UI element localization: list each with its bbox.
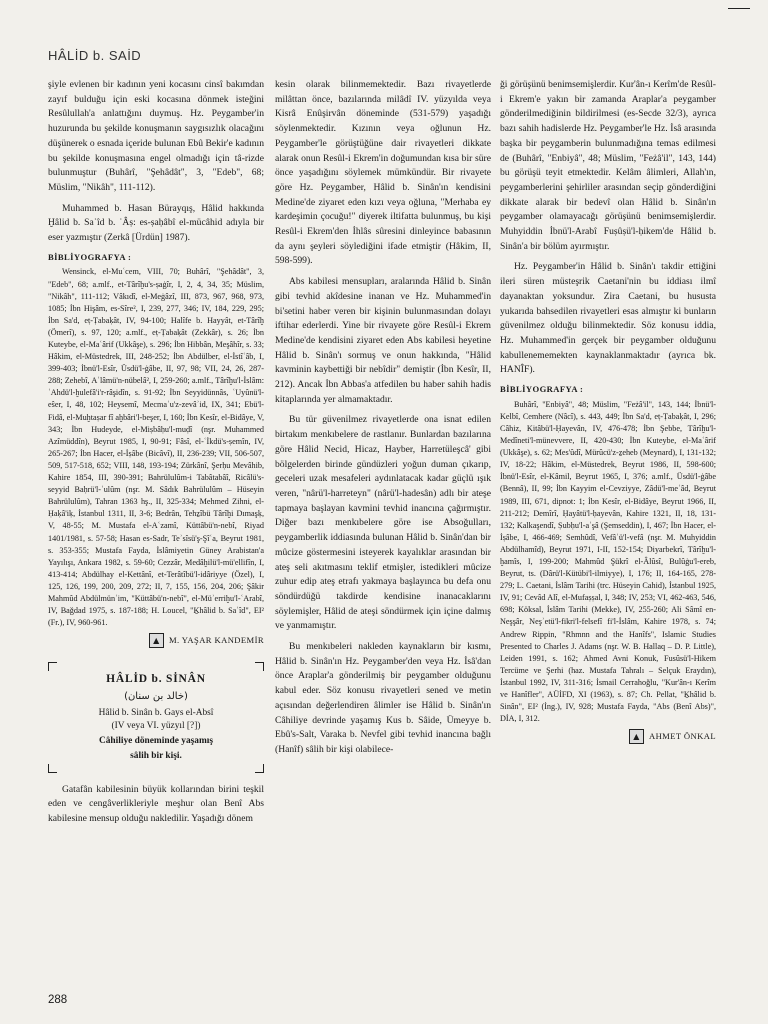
column-1: [48, 78, 264, 827]
entry-date: (IV veya VI. yüzyıl [?]): [111, 720, 201, 731]
paragraph: kesin olarak bilinmemektedir. Bazı rivayetlerde milâttan önce, bazılarında milâdî IV. yüzyılda veya Kisrâ Enûşirvân döneminde (531-579) yaşadığı söylenmektedir. Kızının veya oğlunun Hz. Peygamber'le görüştüğüne dair rivayetleri dikkate alarak onun Resûl-i Ekrem'in doğumundan kısa bir süre önce yaşadığını söylemek mümkündür. Bir rivayete göre Hz. Peygamber, Hâlid b. Sinân'ın kendisini Medine'de ziyaret eden kızı veya oğluna, "Merhaba ey kardeşimin çocuğu!" diyerek iltifatta bulunmuş, bu kişi Resûl-i Ekrem'den İhlâs sûresini dinleyince babasının da aynı şeyleri söylediğini ifade etmiştir (Hâkim, II, 598-599).: [275, 79, 491, 267]
corner-mark: [48, 662, 57, 671]
bibliography-heading: BİBLİYOGRAFYA :: [48, 251, 132, 262]
bibliography-text: Wensinck, el-Muʿcem, VIII, 70; Buhârî, "Şehâdât", 3, "Edeb", 68; a.mlf., et-Târîḫu's-ṣaġîr, I, 2, 4, 34, 35; Müslim, "Nikâh", 111-112; Vâkıdî, el-Meġâzî, III, 873, 967, 968, 973, 1085; İbn Hişâm, es-Sîre², I, 239, 277, 346; IV, 184, 229, 295; İbn Sa'd, eṭ-Ṭabaḳât, IV, 94-100; Halîfe b. Hayyât, et-Târîḫ (Ömerî), s. 97, 120; a.mlf., eṭ-Ṭabaḳât (Zekkâr), s. 26; İbn Kuteybe, el-Maʿârif (Ukkâşe), s. 296; İbn Hibbân, Meşâhîr, s. 33; Hâkim, el-Müstedrek, III, 248-252; İbn Abdülber, el-İstîʿâb, I, 399-403; İbnü'l-Esîr, Üsdü'l-ġâbe, II, 97, 98; VII, 24, 26, 287-288; Zehebî, Aʿlâmü'n-nübelâ², I, 259-260; a.mlf., Târîḫu'l-İslâm: ʿAhdü'l-ḫulefâ'i'r-râşidîn, s. 91-92; İbn Seyyidünnâs, ʿUyûnü'l-eŝer, I, 48, 102; Heysemî, Mecmaʿu'z-zevâʾid, IX, 341; Ebü'l-Fidâ, el-Muḫtaṣar fî aḫbâri'l-beşer, I, 160; İbn Kesîr, el-Bidâye, V, 343; İbn Hudeyde, el-Miṣbâḥu'l-muḍî (nşr. Muhammed Azîmüddîn), Beyrut 1985, I, 90-91; Fâsî, el-ʿİkdü's-ṣemîn, IV, 265-267; İbn Hacer, el-İṣâbe (Bicâvî), II, 236-239; VII, 506-507, 509, 517-518, 652; VIII, 148, 193-194; Zürkânî, Şerḥu Mevâhib, Kahire 1854, III, 390-391; Bahrülulûm-i Tabâtabâî, Ricâlü's-seyyid Baḥrü'l-ʿulûm (nşr. M. Sâdık Bahrülulûm – Hüseyin Bahrülulûm), Tahran 1363 hş., II, 325-334; Mehmed Zihni, el-Ḥaḳâ'iḳ, İstanbul 1311, II, 3-6; Bedrân, Tehẕîbü Târîḫi Dımaşḳ, V, 48-55; M. Mustafa el-Aʿzamî, Küttâbü'n-nebî, Riyad 1401/1981, s. 57-58; Hasan es-Sadr, Teʾsîsü'ş-Şîʿa, Beyrut 1981, s. 353-355; Mustafa Fayda, İslâmiyetin Güney Arabistan'a Yayılışı, Ankara 1982, s. 59-60; Cezzâr, Medâḫilü'l-mü'ellifîn, I, 413-414; Abdülhay el-Kettânî, et-Terâtîbü'l-idâriyye (Özel), I, 125, 126, 199, 200, 209, 272; II, 7, 155, 156, 204, 206; Şâkir Mahmûd Abdülmünʿim, "Küttâbü'n-nebî", el-Müʾerriḫu'l-ʿArabî, IV, Bağdad 1975, s. 187-188; H. Loucel, "Ḵhâlid b. Saʿîd", EI² (Fr.), IV, 960-961.: [48, 267, 264, 628]
running-head: HÂLİD b. SAİD: [48, 48, 142, 63]
entry-title: HÂLİD b. SİNÂN: [106, 673, 206, 686]
author-name: M. YAŞAR KANDEMİR: [168, 635, 264, 646]
entry-arabic-title: (خالد بن سنان): [124, 690, 188, 702]
bibliography-heading: BİBLİYOGRAFYA :: [500, 384, 584, 395]
author-name: AHMET ÖNKAL: [648, 731, 716, 742]
paragraph: Gatafân kabilesinin büyük kollarından birini teşkil eden ve cengâverlikleriyle meşhur olan Benî Abs kabilesine mensup olduğu nakledilir. Yaşadığı dönem: [48, 783, 264, 825]
column-3: [500, 78, 716, 744]
entry-description-line1: Câhiliye döneminde yaşamış: [98, 735, 214, 746]
paragraph: ği görüşünü benimsemişlerdir. Kur'ân-ı Kerîm'de Resûl-i Ekrem'e yakın bir zamanda Araplar'a peygamber gönderilmediğinin bildirilmesi (es-Secde 32/3), ayrıca bazı sahih hadislerde Hz. Peygamber'le Hz. İsâ arasında başka bir peygamberin bulunmadığına temas edilmesi de (Buhârî, "Enbiyâ", 48; Müslim, "Feżâ'il", 143, 144) bu görüşü teyit etmektedir. Kelâm âlimleri, Allah'ın, peygamberlerini şehirliler arasından seçip gönderdiğini dikkate alarak bir bedevî olan Hâlid b. Sinân'ın peygamber olamayacağı görüşünü benimsemişlerdir. Muhyiddin İbnü'l-Arabî Fuṣûṣü'l-ḥikem'de Hâlid b. Sinân'a bir bölüm ayırmıştır.: [500, 79, 716, 252]
entry-fullname: Hâlid b. Sinân b. Gays el-Absî: [98, 707, 214, 718]
paragraph: Bu menkıbeleri nakleden kaynakların bir kısmı, Hâlid b. Sinân'ın Hz. Peygamber'den veya Hz. İsâ'dan önce Araplar'a gönderilmiş bir peygamber olduğunu kabul eder. Söz konusu rivayetleri sened ve metin açısından değerlendiren âlimler ise Hâlid b. Sinân'ın Câhiliye devrinde yaşamış Kus b. Sâide, Ümeyye b. Ebû's-Salt, Varaka b. Nevfel gibi tevhid inancına bağlı (Hanîf) sâlih bir kişi olabilece-: [275, 641, 491, 755]
paragraph: Hz. Peygamber'in Hâlid b. Sinân'ı takdir ettiğini ileri süren müsteşrik Caetani'nin bu iddiası ilmî dayanaktan yoksundur. Zira Caetani, bu hususta yukarıda bahsedilen rivayetleri esas almıştır ki bunların güvenilmez olduğu bilinmektedir. Söz konusu iddia, Hz. Muhammed'in gerçek bir peygamber olduğunu kabullenememekten kaynaklanmaktadır (ayrıca bk. HANÎF).: [500, 261, 716, 376]
top-corner-rule: [728, 8, 750, 9]
corner-mark: [255, 764, 264, 773]
corner-mark: [48, 764, 57, 773]
paragraph: Muhammed b. Hasan Bürayqış, Hâlid hakkında Ḫâlid b. Saʿîd b. ʿÂṣ: es-ṣaḥâbî el-mücâhid adıyla bir eser yazmıştır (Zerkâ [Ürdün] 1987).: [48, 202, 264, 244]
author-mark-icon: ▲: [149, 633, 164, 648]
page-number: 288: [48, 994, 68, 1006]
paragraph: Abs kabilesi mensupları, aralarında Hâlid b. Sinân gibi tevhid akîdesine inanan ve Hz. Muhammed'in bi'setini haber veren bir kişinin bulunmasından dolayı iftihar ederlerdi. Yine bir rivayete göre Resûl-i Ekrem Medine'de kendisini ziyaret eden Abs kabilesi heyetine Hâlid b. Sinân'ı sormuş ve onun hakkında, "Hâlid kavminin kaybettiği bir nebîdir" demiştir (İbn Kesîr, II, 212). Ancak İbn Abbas'a atfedilen bu haber sahih hadis kitaplarında yer almamaktadır.: [275, 276, 491, 405]
paragraph: şiyle evlenen bir kadının yeni kocasını cinsî bakımdan zayıf bulduğu için eski kocasına dönmek isteğini Resûlullah'a anlattığını duymuş. Hz. Peygamber'in huzurunda bu şekilde konuşmanın saygısızlık olacağını düşünerek o esnada içeride bulunan Ebû Bekir'e kadının bu şekilde konuşmasına engel olmadığı için tâ-rizde bulunmuştur (Buhârî, "Şehâdât", 3, "Edeb", 68; Müslim, "Nikâh", 111-112).: [48, 79, 264, 193]
author-signature: [48, 633, 264, 648]
author-signature: [500, 729, 716, 744]
bibliography-text: Buhârî, "Enbiyâ", 48; Müslim, "Feżâ'il", 143, 144; İbnü'l-Kelbî, Cemhere (Nâcî), s. 443, 449; İbn Sa'd, eṭ-Ṭabaḳât, I, 296; Câhiz, Kitâbü'l-Ḥayevân, IV, 476-478; İbn Şebbe, Târîḫu'l-Medîneti'l-münevvere, II, 420-430; İbn Kuteybe, el-Maʿârif (Ukkâşe), s. 62; Mes'ûdî, Mürûcü'z-ẕeheb (Meynard), I, 131-132; IV, 18-22; Hâkim, el-Müstedrek, Beyrut 1986, II, 598-600; İbnü'l-Esîr, el-Kâmil, Beyrut 1965, I, 376; a.mlf., Üsdü'l-ġâbe (Bennâ), II, 99; İbn Kayyim el-Cevziyye, Zâdü'l-meʿâd, Beyrut 1989, III, 671, dipnot: 1; İbn Kesîr, el-Bidâye, Beyrut 1966, II, 211-212; Demîrî, Ḥayâtü'l-ḥayevân, Kahire 1321, II, 18, 131-132; Kalkaşendî, Ṣubḥu'l-aʿşâ (Şemseddin), I, 467; İbn Hacer, el-İṣâbe, I, 466-469; Semhûdî, Vefâʾü'l-vefâ (nşr. M. Muhyiddin Abdülhamîd), Beyrut 1971, I-II, 152-154; Diyarbekrî, Târîḫu'l-ḫamîs, I, 199-200; Mahmûd Şükrî el-Âlûsî, Bulûġu'l-ereb, Beyrut, ts. (Dârü'l-Kütübi'l-ilmiyye), I, 176; II, 164-165, 278-279; L. Caetani, İslâm Tarihi (trc. Hüseyin Cahid), İstanbul 1925, IV, 91; Cevâd Alî, el-Mufaṣṣal, I, 348; IV, 253; VI, 462-463, 546, 698; Köksal, İslâm Tarihi (Mekke), IV, 255-260; Ali Sâmî en-Neşşâr, Neşʾetü'l-fikri'l-felsefî fi'l-İslâm, Kahire 1978, s. 74; Andrew Rippin, "Rhmnn and the Hanîfs", Islamic Studies Presented to Charles J. Adams (nşr. W. B. Hallaq – D. P. Little), Leiden 1991, s. 162; Ahmed Avni Konuk, Fusûsü'l-Hikem Tercüme ve Şerhi (haz. Mustafa Tahralı – Selçuk Eraydın), İstanbul 1992, IV, 311-316; İsmail Cerrahoğlu, "Kur'ân-ı Kerîm ve Hanîfler", AÜİFD, XI (1963), s. 87; Ch. Pellat, "Ḵhâlid b. Sinân", EI² (İng.), IV, 928; Mustafa Fayda, "Abs (Benî Abs)", DİA, I, 312.: [500, 399, 716, 724]
entry-description-line2: sâlih bir kişi.: [130, 750, 182, 761]
author-mark-icon: ▲: [629, 729, 644, 744]
paragraph: Bu tür güvenilmez rivayetlerde ona isnat edilen birtakım menkıbelere de rastlanır. Bunlardan bazılarına göre Hâlid Necid, Hicaz, Hayber, Harretüleşcâ' gibi bölgelerden birinde gündüzleri yoğun duman çıkarıp, geceleri uzak mesafeleri aydınlatacak kadar güçlü ışık veren, "nârü'l-harreteyn" (nârü'l-hadesân) adlı bir ateşe tapmaya başlayan kavmini tevhid inancına çağırmıştır. Diğer bazı menkıbelere göre ise Absoğulları, peygamberlik iddiasında bulunan Hâlid b. Sinân'dan bir mûcize göstermesini isteyerek kayalıklar arasından bir ateş seli akıtmasını teklif etmişler, istedikleri mûcize zuhur edip ateş etrafı yakmaya başlayınca bu defa onu söndürdüğü takdirde kendisine inanacaklarını söylemişler, Hâlid de ateşi söndürmek için içine dalmış ve yanmamıştır.: [275, 414, 491, 632]
column-2: [275, 78, 491, 758]
entry-header-box: [48, 662, 264, 772]
corner-mark: [255, 662, 264, 671]
